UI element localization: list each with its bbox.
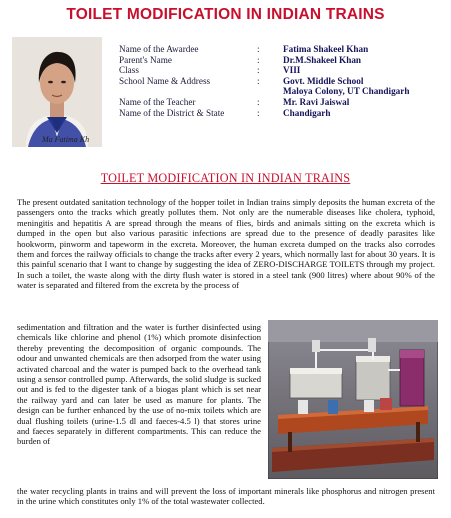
colon: : [257,44,260,54]
info-row-class [119,65,445,76]
school-value: Govt. Middle School [283,75,364,86]
page-title: TOILET MODIFICATION IN INDIAN TRAINS [66,6,385,23]
info-row-district [119,108,445,119]
section-title: TOILET MODIFICATION IN INDIAN TRAINS [100,171,351,185]
photo-caption: Ma Fatima Kh [42,135,90,144]
district-label: Name of the District & State [119,107,225,118]
info-row-school [119,76,445,87]
school-address-value: Maloya Colony, UT Chandigarh [283,86,410,97]
colon: : [257,75,260,86]
colon: : [257,65,260,76]
body-paragraph-left [17,322,261,447]
teacher-value: Mr. Ravi Jaiswal [283,96,350,107]
body-text-bottom: the water recycling plants in trains and will prevent the loss of important minerals like phosphorus and nitrogen present in the urine which constitutes only 1% of the total wastewater collected. [17,486,435,507]
info-row-awardee [119,44,445,55]
colon: : [257,54,260,65]
class-value: VIII [283,65,301,76]
body-paragraph-top [17,197,435,291]
info-row-teacher [119,97,445,108]
awardee-label: Name of the Awardee [119,44,199,54]
body-text-left: sedimentation and filtration and the water is further disinfected using chemicals like chlorine and phenol (1%) which promote disinfection thereby preventing the decomposition of organic compounds. The odour and unwanted chemicals are then adsorped from the water using activated charcoal and the water is pumped back to the overhead tank using a sensor controlled pump. Afterwards, the solid sludge is sucked out and is fed to the digester tank of a biogas plant which is set near the railway yard and can later be used as manure for plants. The design can be further enhanced by the use of no-mix toilets which are dual flushing toilets (urine-1.5 dl and faeces-4.5 l) that stores urine and faeces separately in different compartments. This can reduce the burden of [17,322,261,447]
info-row-school-address [119,86,445,97]
awardee-info [119,44,445,118]
parent-value: Dr.M.Shakeel Khan [283,54,362,65]
body-paragraph-bottom [17,486,435,507]
parent-label: Parent's Name [119,54,172,65]
colon: : [257,96,260,107]
body-text-top: The present outdated sanitation technology of the hopper toilet in Indian trains simply deposits the human excreta of the passengers onto the tracks which greatly pollutes them. Not only are the numerable diseases like cholera, typhoid, meningitis and hepatitis A are spread through the means of flies, birds and animals sitting on the excreta which is dumped in the open but also various parasitic infections are spread due to the presence of deadly parasites like hookworm, pinworm and tapeworm in the excreta. Moreover, the human excreta dumped on the tracks also corrodes them and forces the railway officials to change the tracks after every 2 years, which normally last for about 30 years. It is this painful scenario that I want to change by suggesting the idea of ZERO-DISCHARGE TOILETS through my project. In such a toilet, the waste along with the dirty flush water is stored in a steel tank (900 litres) where about 90% of the water is separated and filtered from the excreta by the process of [17,197,435,291]
district-value: Chandigarh [283,107,331,118]
class-label: Class [119,65,139,76]
toilet-model-photo [268,320,438,479]
school-label: School Name & Address [119,75,211,86]
colon: : [257,107,260,118]
awardee-value: Fatima Shakeel Khan [283,44,369,54]
awardee-photo [12,37,102,147]
teacher-label: Name of the Teacher [119,96,196,107]
info-row-parent [119,55,445,66]
